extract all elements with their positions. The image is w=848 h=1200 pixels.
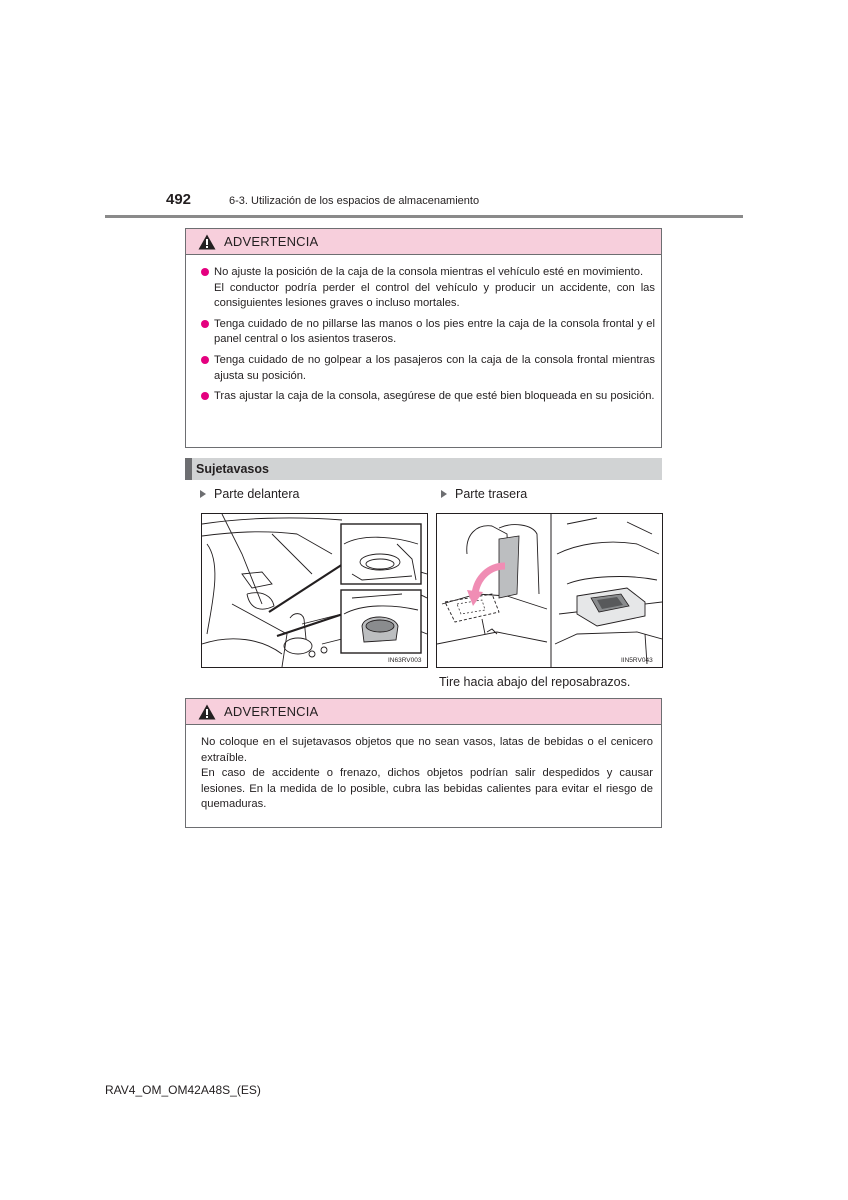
warning-item [201, 353, 655, 384]
warning-item [201, 317, 655, 348]
warning-text: Tras ajustar la caja de la consola, asegúrese de que esté bien bloqueada en su posición. [214, 390, 655, 403]
bullet-dot-icon [201, 356, 209, 364]
warning-text: Tenga cuidado de no pillarse las manos o los pies entre la caja de la consola frontal y el panel central o los asientos traseros. [214, 317, 655, 346]
triangle-bullet-icon [200, 490, 206, 498]
warning-triangle-icon [198, 704, 216, 720]
section-heading-bar [185, 458, 662, 480]
warning-triangle-icon [198, 234, 216, 250]
front-figure-code: IN63RV003 [388, 657, 422, 664]
warning-header-2 [186, 699, 661, 725]
front-console-drawing [202, 514, 427, 667]
bullet-dot-icon [201, 320, 209, 328]
section-title: Sujetavasos [196, 462, 269, 476]
rear-label-text: Parte trasera [455, 487, 528, 501]
footer-code: RAV4_OM_OM42A48S_(ES) [105, 1083, 261, 1097]
warning-body-2 [186, 725, 661, 823]
warning-header-1 [186, 229, 661, 255]
warning-box-2 [185, 698, 662, 828]
warning-paragraph: En caso de accidente o frenazo, dichos objetos podrían salir despedidos y causar lesiones. En la medida de lo posible, cubra las bebidas calientes para evitar el riesgo de quemaduras. [201, 767, 653, 811]
page-number: 492 [166, 191, 192, 208]
bullet-dot-icon [201, 392, 209, 400]
warning-title-1: ADVERTENCIA [224, 234, 319, 249]
rear-figure-code: IIN5RV043 [621, 657, 653, 664]
rear-caption: Tire hacia abajo del reposabrazos. [439, 675, 631, 689]
warning-item [201, 265, 655, 312]
front-cupholder-illustration [201, 513, 428, 668]
warning-item [201, 389, 655, 405]
rear-cupholder-illustration [436, 513, 663, 668]
warning-box-1 [185, 228, 662, 448]
bullet-dot-icon [201, 268, 209, 276]
front-label [200, 487, 299, 501]
warning-title-2: ADVERTENCIA [224, 704, 319, 719]
warning-body-1 [186, 255, 661, 415]
front-label-text: Parte delantera [214, 487, 300, 501]
warning-text: Tenga cuidado de no golpear a los pasajeros con la caja de la consola frontal mientras ajusta su posición. [214, 353, 655, 382]
rear-label [441, 487, 527, 501]
rear-armrest-drawing [437, 514, 662, 667]
section-marker [185, 458, 192, 480]
triangle-bullet-icon [441, 490, 447, 498]
warning-text: El conductor podría perder el control del vehículo y producir un accidente, con las consiguientes lesiones graves o incluso mortales. [214, 281, 655, 310]
warning-paragraph: No coloque en el sujetavasos objetos que no sean vasos, latas de bebidas o el cenicero extraíble. [201, 736, 653, 764]
chapter-title: 6-3. Utilización de los espacios de almacenamiento [229, 195, 480, 207]
header-rule [105, 215, 743, 218]
warning-text: No ajuste la posición de la caja de la consola mientras el vehículo esté en movimiento. [214, 266, 644, 278]
